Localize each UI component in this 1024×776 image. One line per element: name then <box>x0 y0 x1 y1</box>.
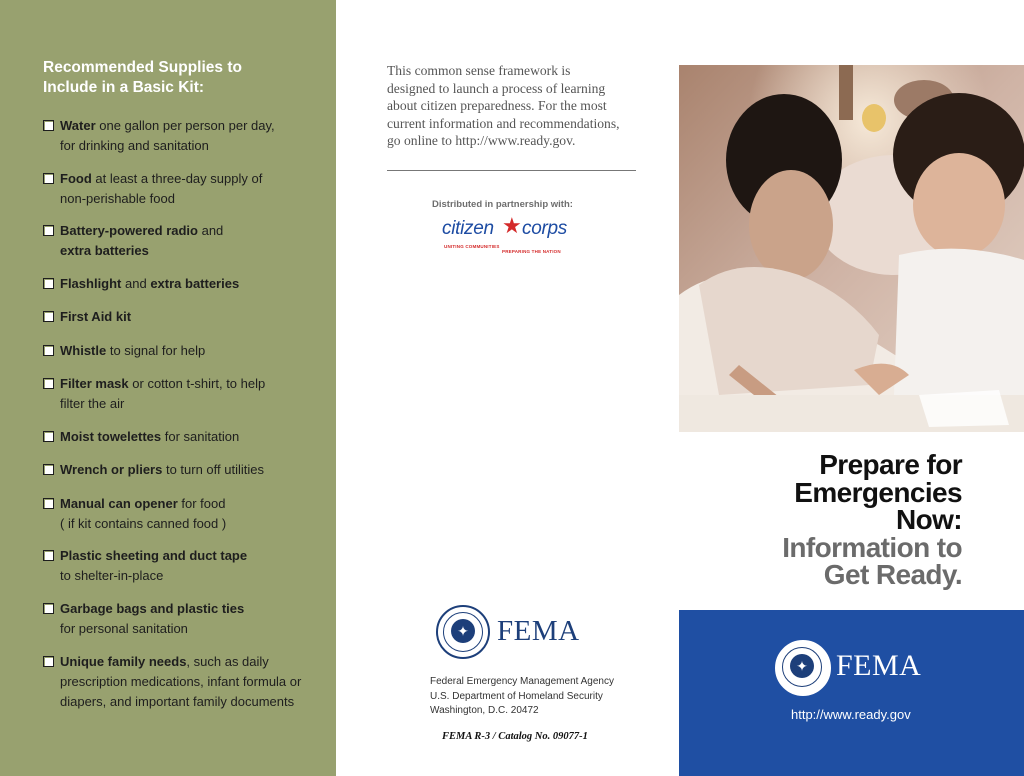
catalog-number: FEMA R-3 / Catalog No. 09077-1 <box>442 731 588 742</box>
supply-name: First Aid kit <box>60 309 132 324</box>
supply-item-can-opener <box>43 494 333 534</box>
supply-item-garbage-bags <box>43 599 333 639</box>
supply-item-family-needs <box>43 652 333 712</box>
supply-name: Unique family needs <box>60 654 187 669</box>
logo-tagline-2: PREPARING THE NATION <box>502 249 561 254</box>
agency-address <box>430 675 614 719</box>
supply-name: Whistle <box>60 343 107 358</box>
agency-name: Federal Emergency Management Agency <box>430 676 614 687</box>
supply-item-flashlight <box>43 274 333 294</box>
checkbox-icon <box>43 550 54 561</box>
supply-detail-line2: non-perishable food <box>60 191 175 206</box>
kit-title-line1: Recommended Supplies to <box>43 59 242 76</box>
logo-word-corps: corps <box>522 218 567 239</box>
supply-name-line2: extra batteries <box>60 243 149 258</box>
supply-item-wrench <box>43 460 333 480</box>
supply-detail: to turn off utilities <box>162 462 264 477</box>
supply-name: Plastic sheeting and duct tape <box>60 548 248 563</box>
supply-name: Wrench or pliers <box>60 462 163 477</box>
supply-name: Battery-powered radio <box>60 223 198 238</box>
logo-word-citizen: citizen <box>442 218 494 239</box>
checkbox-icon <box>43 656 54 667</box>
cover-photo <box>679 65 1024 432</box>
supply-item-first-aid <box>43 307 333 327</box>
supply-name: Garbage bags and plastic ties <box>60 601 245 616</box>
headline-line: Emergencies <box>794 476 962 508</box>
supply-detail: and <box>121 276 151 291</box>
supply-detail-line2: prescription medications, infant formula or <box>60 674 302 689</box>
fema-cover-band <box>679 610 1024 776</box>
intro-line: current information and recommendations, <box>387 115 620 131</box>
department-name: U.S. Department of Homeland Security <box>430 690 603 702</box>
supply-name-2: extra batteries <box>150 276 240 291</box>
dhs-seal-icon: ✦ <box>775 640 831 696</box>
kit-title <box>43 58 323 98</box>
supply-name: Flashlight <box>60 276 122 291</box>
headline-line: Now: <box>895 504 962 535</box>
supply-detail: for sanitation <box>161 429 240 444</box>
citizen-corps-logo <box>442 213 582 260</box>
supply-detail: one gallon per person per day, <box>95 118 275 133</box>
supply-name: Manual can opener <box>60 496 178 511</box>
intro-line: designed to launch a process of learning <box>387 80 606 96</box>
checkbox-icon <box>43 345 54 356</box>
supply-detail: for food <box>177 496 226 511</box>
supply-name: Moist towelettes <box>60 429 162 444</box>
intro-line: This common sense framework is <box>387 63 571 78</box>
supply-item-whistle <box>43 341 333 361</box>
supply-detail: or cotton t-shirt, to help <box>128 376 266 391</box>
supply-detail-line2: for personal sanitation <box>60 621 188 636</box>
ready-gov-url[interactable]: http://www.ready.gov <box>791 707 911 722</box>
supply-name: Food <box>60 171 92 186</box>
logo-tagline-1: UNITING COMMUNITIES <box>444 244 500 249</box>
supply-item-water <box>43 116 333 156</box>
supply-detail-line2: ( if kit contains canned food ) <box>60 516 227 531</box>
headline-subline: Information to <box>782 531 962 563</box>
checkbox-icon <box>43 278 54 289</box>
supply-item-filter-mask <box>43 374 333 414</box>
divider <box>387 170 636 171</box>
checkbox-icon <box>43 464 54 475</box>
star-icon: ★ <box>502 213 522 238</box>
supply-detail: to signal for help <box>106 343 206 358</box>
headline-line: Prepare for <box>819 449 962 480</box>
supply-item-plastic-sheeting <box>43 546 333 586</box>
checkbox-icon <box>43 603 54 614</box>
supply-item-radio <box>43 221 333 261</box>
agency-city: Washington, D.C. 20472 <box>430 705 539 716</box>
cover-headline <box>700 451 962 589</box>
supply-detail-line2: filter the air <box>60 396 125 411</box>
intro-line: go online to http://www.ready.gov. <box>387 133 576 149</box>
dhs-seal-icon: ✦ <box>436 605 490 659</box>
fema-logo-text: FEMA <box>497 615 580 647</box>
supply-detail-line2: for drinking and sanitation <box>60 138 209 153</box>
supply-name: Filter mask <box>60 376 129 391</box>
checkbox-icon <box>43 173 54 184</box>
distributed-label: Distributed in partnership with: <box>432 199 573 210</box>
headline-subline: Get Ready. <box>823 559 962 590</box>
checkbox-icon <box>43 498 54 509</box>
checkbox-icon <box>43 225 54 236</box>
supplies-panel <box>0 0 336 776</box>
supply-detail-line2: to shelter-in-place <box>60 568 164 583</box>
checkbox-icon <box>43 378 54 389</box>
kit-title-line2: Include in a Basic Kit: <box>43 79 205 96</box>
checkbox-icon <box>43 431 54 442</box>
supply-item-towelettes <box>43 427 333 447</box>
supply-detail: at least a three-day supply of <box>91 171 263 186</box>
supply-detail: and <box>197 223 224 238</box>
checkbox-icon <box>43 120 54 131</box>
fema-logo-text: FEMA <box>836 649 922 682</box>
supply-detail: , such as daily <box>186 654 269 669</box>
supply-name: Water <box>60 118 96 133</box>
checkbox-icon <box>43 311 54 322</box>
supply-detail-line3: diapers, and important family documents <box>60 694 295 709</box>
intro-paragraph <box>387 62 649 150</box>
supply-item-food <box>43 169 333 209</box>
intro-line: about citizen preparedness. For the most <box>387 98 607 114</box>
